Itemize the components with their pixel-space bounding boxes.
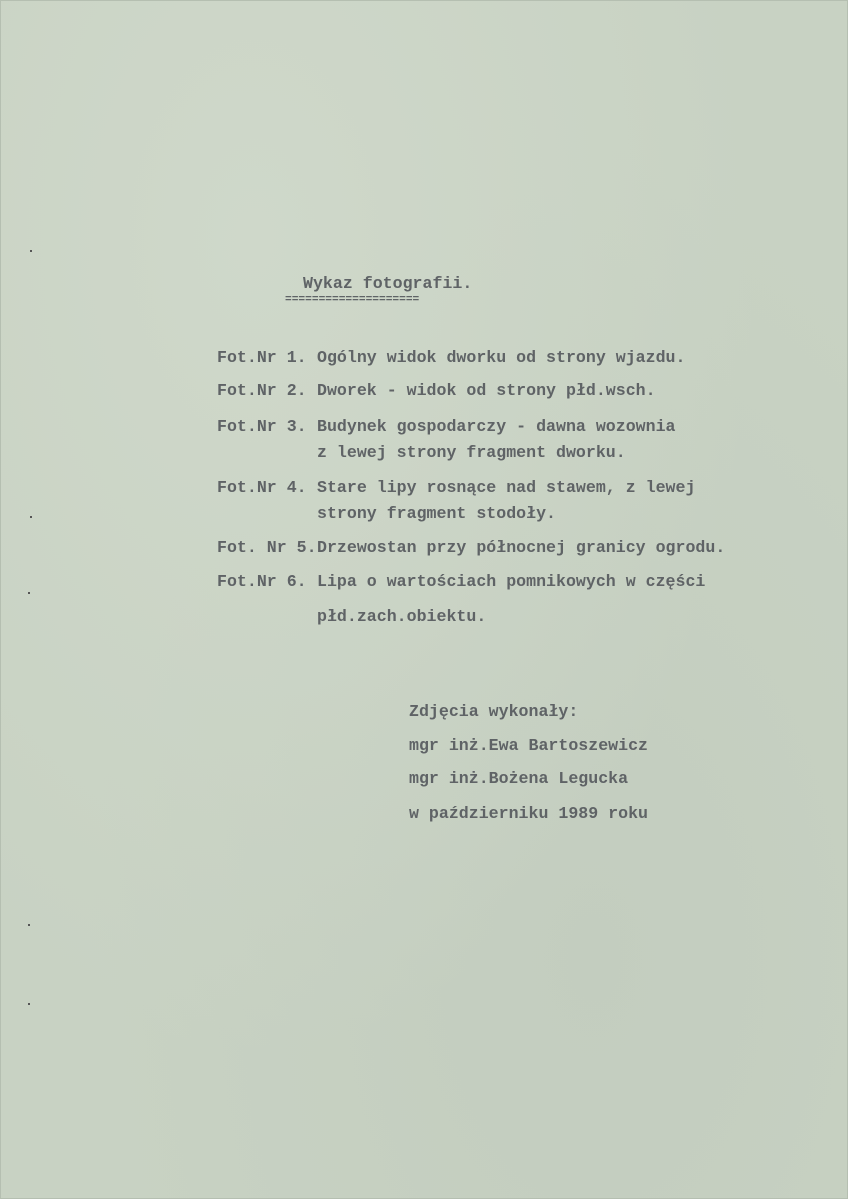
entry-4-label: Fot.Nr 4.: [217, 478, 307, 497]
punch-mark: [28, 1003, 30, 1005]
entry-4-text: Stare lipy rosnące nad stawem, z lewej: [317, 478, 696, 497]
author-1: mgr inż.Ewa Bartoszewicz: [409, 736, 648, 755]
entry-5-text: Drzewostan przy północnej granicy ogrodu.: [317, 538, 726, 557]
punch-mark: [28, 924, 30, 926]
signature-date: w październiku 1989 roku: [409, 804, 648, 823]
document-title: Wykaz fotografii.: [303, 274, 473, 293]
entry-3-label: Fot.Nr 3.: [217, 417, 307, 436]
entry-5-label: Fot. Nr 5.: [217, 538, 317, 557]
entry-6-text-cont: płd.zach.obiektu.: [317, 607, 487, 626]
entry-6-text: Lipa o wartościach pomnikowych w części: [317, 572, 706, 591]
signature-heading: Zdjęcia wykonały:: [409, 702, 579, 721]
entry-6-label: Fot.Nr 6.: [217, 572, 307, 591]
entry-3-text: Budynek gospodarczy - dawna wozownia: [317, 417, 676, 436]
entry-2-label: Fot.Nr 2.: [217, 381, 307, 400]
entry-4-text-cont: strony fragment stodoły.: [317, 504, 556, 523]
title-underline: ====================: [285, 294, 420, 306]
entry-3-text-cont: z lewej strony fragment dworku.: [317, 443, 626, 462]
punch-mark: [30, 250, 32, 252]
entry-1-text: Ogólny widok dworku od strony wjazdu.: [317, 348, 686, 367]
entry-2-text: Dworek - widok od strony płd.wsch.: [317, 381, 656, 400]
punch-mark: [28, 592, 30, 594]
punch-mark: [30, 516, 32, 518]
author-2: mgr inż.Bożena Legucka: [409, 769, 629, 788]
entry-1-label: Fot.Nr 1.: [217, 348, 307, 367]
